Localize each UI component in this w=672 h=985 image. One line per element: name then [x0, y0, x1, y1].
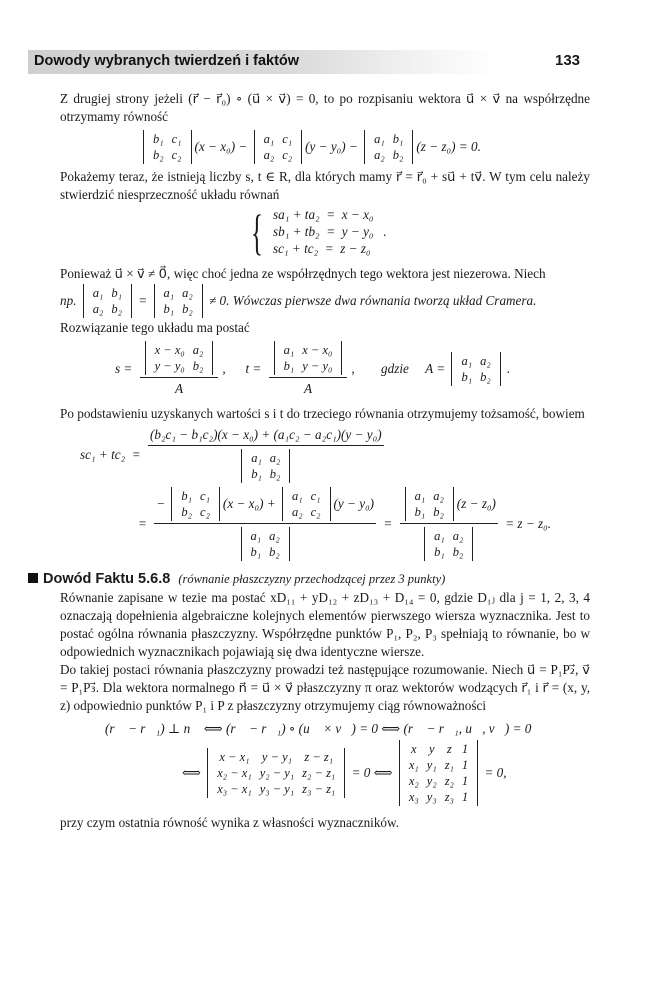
math-text: s = — [115, 361, 136, 376]
system-line: sa₁ + ta₂ = x − x₀ — [273, 207, 374, 222]
system-line: sc₁ + tc₂ = z − z₀ — [273, 241, 371, 256]
system-line: sb₁ + tb₂ = y − y₀ . — [273, 224, 387, 239]
det-entry: c₁ — [282, 132, 293, 146]
determinant — [405, 487, 454, 521]
det-entry: y₂ − y₁ — [259, 766, 295, 780]
equation-3b — [138, 487, 590, 561]
det-entry: c₁ — [310, 489, 321, 503]
det-entry: b₁ — [153, 132, 164, 146]
determinant — [424, 527, 473, 561]
det-entry: z₁ — [444, 758, 454, 772]
det-entry: y₃ — [426, 790, 437, 804]
equation-2 — [115, 341, 590, 397]
math-text: = — [135, 293, 151, 308]
det-entry: a₁ — [263, 132, 275, 146]
det-entry: b₂ — [433, 505, 444, 519]
det-entry: x₂ — [408, 774, 419, 788]
det-entry: 1 — [461, 742, 469, 756]
det-entry: a₁ — [250, 529, 262, 543]
math-text: (x − x₀) − — [194, 139, 251, 154]
det-entry: a₂ — [433, 489, 444, 503]
determinant — [282, 487, 331, 521]
det-entry: a₂ — [263, 148, 275, 162]
determinant — [254, 130, 303, 164]
math-text: A — [303, 381, 313, 396]
det-entry: b₂ — [269, 545, 280, 559]
det-entry: a₂ — [452, 529, 464, 543]
det-entry: y₂ — [426, 774, 437, 788]
determinant — [241, 449, 290, 483]
det-entry: b₂ — [181, 505, 193, 519]
det-entry: z — [446, 742, 452, 756]
equation-4b — [182, 740, 590, 806]
math-text: = — [138, 516, 151, 531]
det-entry: z₂ — [444, 774, 454, 788]
math-text: A — [174, 381, 184, 396]
det-entry: x₁ — [408, 758, 419, 772]
math-text: (y − y₀) − — [305, 139, 362, 154]
det-entry: z − z₁ — [304, 750, 334, 764]
paragraph-7: przy czym ostatnia równość wynika z własności wyznaczników. — [60, 815, 399, 830]
det-entry: b₂ — [392, 148, 404, 162]
math-text: (z − z₀) = 0. — [416, 139, 481, 154]
det-entry: a₁ — [461, 354, 473, 368]
determinant — [364, 130, 413, 164]
equation-4a — [105, 721, 590, 737]
math-text: , t = — [222, 361, 265, 376]
determinant — [451, 352, 500, 386]
paragraph-5: Równanie zapisane w tezie ma postać xD₁₁ + yD₁₂ + zD₁₃ + D₁₄ = 0, gdzie D₁ⱼ dla j = 1, 2, 3, 4 oznaczają dopełnienia algebraiczne kolejnych elementów pierwszego wiersza wyznacznika. Jest to postać ogólna równania płaszczyzny. Współrzędne punktów P₁, P₂, P₃ spełniają to równanie, bo w odpowiednich wyznacznikach pojawiają się dwa identyczne wiersze. — [60, 590, 590, 659]
equation-system — [245, 203, 590, 260]
det-entry: b₂ — [452, 545, 464, 559]
math-text: (y − y₀) — [333, 496, 375, 511]
math-text: sc₁ + tc₂ = — [80, 447, 144, 462]
determinant — [399, 740, 478, 806]
denominator — [421, 524, 476, 561]
det-entry: c₁ — [171, 132, 182, 146]
math-text: ≠ 0. Wówczas pierwsze dwa równania tworzą układ Cramera. — [205, 293, 537, 308]
det-entry: c₁ — [200, 489, 210, 503]
left-brace: { — [251, 203, 263, 260]
det-entry: y − y₀ — [154, 359, 185, 373]
paragraph-1: Z drugiej strony jeżeli (r⃗ − r⃗₀) ∘ (u⃗ × v⃗) = 0, to po rozpisaniu wektora u⃗ × v⃗ na współrzędne otrzymamy równość — [60, 91, 590, 124]
det-entry: a₂ — [480, 354, 491, 368]
det-entry: 1 — [461, 790, 469, 804]
determinant — [171, 487, 220, 521]
det-entry: b₁ — [283, 359, 295, 373]
math-text: = 0, — [481, 765, 507, 780]
det-entry: z₃ − z₁ — [302, 782, 336, 796]
denominator — [175, 378, 183, 397]
square-bullet-icon — [28, 573, 38, 583]
page-body — [43, 90, 590, 832]
equation-3a — [80, 427, 590, 483]
page-number: 133 — [555, 52, 581, 69]
math-text: = — [380, 516, 396, 531]
det-entry: b₁ — [111, 286, 122, 300]
det-entry: c₂ — [282, 148, 293, 162]
det-entry: y − y₁ — [261, 750, 292, 764]
det-entry: a₂ — [374, 148, 385, 162]
math-text: (x − x₀) + — [222, 496, 279, 511]
paragraph-3b: Rozwiązanie tego układu ma postać — [60, 320, 250, 335]
det-entry: a₁ — [92, 286, 104, 300]
det-entry: b₁ — [414, 505, 426, 519]
det-entry: c₂ — [171, 148, 182, 162]
det-entry: a₁ — [251, 451, 262, 465]
det-entry: x₃ — [408, 790, 419, 804]
det-entry: a₂ — [92, 302, 104, 316]
fraction — [140, 341, 219, 397]
det-entry: a₂ — [291, 505, 303, 519]
det-entry: x − x₁ — [219, 750, 250, 764]
det-entry: x — [411, 742, 417, 756]
det-entry: x − x₀ — [302, 343, 333, 357]
math-text: . — [503, 361, 511, 376]
det-entry: a₂ — [182, 286, 193, 300]
det-entry: b₁ — [250, 545, 262, 559]
math-text: (r⃗ − r⃗₁) ⊥ n⃗ ⟺ (r⃗ − r⃗₁) ∘ (u⃗ × v⃗) = 0 ⟺ (r⃗ − r⃗₁, u⃗, v⃗) = 0 — [105, 721, 532, 736]
math-text: ⟺ — [182, 765, 205, 780]
numerator — [400, 487, 498, 524]
fraction — [269, 341, 348, 397]
det-entry: c₂ — [310, 505, 321, 519]
det-entry: 1 — [461, 774, 469, 788]
paragraph-2: Pokażemy teraz, że istnieją liczby s, t ∈ R, dla których mamy r⃗ = r⃗₀ + su⃗ + tv⃗. W tym celu należy stwierdzić niesprzeczność układu równań — [60, 169, 590, 202]
det-entry: b₂ — [111, 302, 122, 316]
fraction — [154, 487, 376, 561]
det-entry: z₂ − z₁ — [302, 766, 336, 780]
det-entry: b₂ — [192, 359, 204, 373]
paragraph-3a: Ponieważ u⃗ × v⃗ ≠ 0⃗, więc choć jedna ze współrzędnych tego wektora jest niezerowa. Niech — [60, 266, 546, 281]
det-entry: x₃ − x₁ — [217, 782, 252, 796]
numerator — [140, 341, 219, 378]
math-text: = 0 ⟺ — [348, 765, 396, 780]
det-entry: a₁ — [283, 343, 295, 357]
determinant — [274, 341, 343, 375]
det-entry: b₁ — [181, 489, 193, 503]
det-entry: b₁ — [461, 370, 473, 384]
det-entry: b₁ — [392, 132, 404, 146]
det-entry: x − x₀ — [154, 343, 185, 357]
section-subtitle: (równanie płaszczyzny przechodzącej przez 3 punkty) — [178, 572, 446, 586]
numerator — [269, 341, 348, 378]
det-entry: b₁ — [251, 467, 262, 481]
section-label: Dowód Faktu 5.6.8 — [43, 571, 171, 587]
det-entry: x₂ − x₁ — [217, 766, 252, 780]
det-entry: b₂ — [182, 302, 193, 316]
det-entry: y − y₀ — [302, 359, 333, 373]
det-entry: a₂ — [269, 529, 280, 543]
denominator — [304, 378, 312, 397]
equation-1 — [140, 130, 590, 164]
determinant — [154, 284, 203, 318]
det-entry: b₂ — [153, 148, 164, 162]
determinant — [241, 527, 290, 561]
determinant — [145, 341, 214, 375]
numerator — [154, 487, 376, 524]
det-entry: b₂ — [480, 370, 491, 384]
paragraph-6: Do takiej postaci równania płaszczyzny prowadzi też następujące rozumowanie. Niech u⃗ = P₁P₂⃗, v⃗ = P₁P₃⃗. Dla wektora normalnego n⃗ = u⃗ × v⃗ płaszczyzny π oraz wektorów wodzących r⃗₁ i r⃗ = (x, y, z) odpowiednio punktów P₁ i P z płaszczyzny otrzymujemy ciąg równoważności — [60, 662, 590, 713]
chapter-title: Dowody wybranych twierdzeń i faktów — [34, 53, 300, 69]
section-heading — [28, 571, 590, 587]
det-entry: c₂ — [200, 505, 210, 519]
det-entry: a₁ — [291, 489, 303, 503]
det-entry: b₂ — [269, 467, 281, 481]
numerator — [148, 427, 384, 446]
det-entry: 1 — [461, 758, 469, 772]
det-entry: y₁ — [426, 758, 437, 772]
determinant — [143, 130, 192, 164]
math-text: (b₂c₁ − b₁c₂)(x − x₀) + (a₁c₂ − a₂c₁)(y − y₀) — [149, 427, 382, 442]
denominator — [238, 446, 293, 483]
det-entry: b₁ — [163, 302, 175, 316]
math-text: − — [156, 496, 169, 511]
det-entry: z₃ — [444, 790, 454, 804]
math-text: , gdzie A = — [351, 361, 449, 376]
math-text: (z − z₀) — [456, 496, 496, 511]
det-entry: a₂ — [192, 343, 204, 357]
det-entry: y — [428, 742, 435, 756]
det-entry: a₁ — [414, 489, 426, 503]
denominator — [238, 524, 293, 561]
det-entry: a₁ — [163, 286, 175, 300]
det-entry: a₁ — [434, 529, 445, 543]
det-entry: a₂ — [269, 451, 281, 465]
det-entry: b₁ — [434, 545, 445, 559]
fraction — [400, 487, 498, 561]
determinant — [83, 284, 132, 318]
paragraph-4: Po podstawieniu uzyskanych wartości s i t do trzeciego równania otrzymujemy tożsamość, bowiem — [60, 406, 585, 421]
math-text: np. — [60, 293, 80, 308]
determinant — [207, 748, 345, 798]
fraction — [148, 427, 384, 483]
det-entry: a₁ — [374, 132, 385, 146]
det-entry: y₃ − y₁ — [259, 782, 295, 796]
math-text: = z − z₀. — [501, 516, 552, 531]
equation-np — [60, 284, 590, 318]
